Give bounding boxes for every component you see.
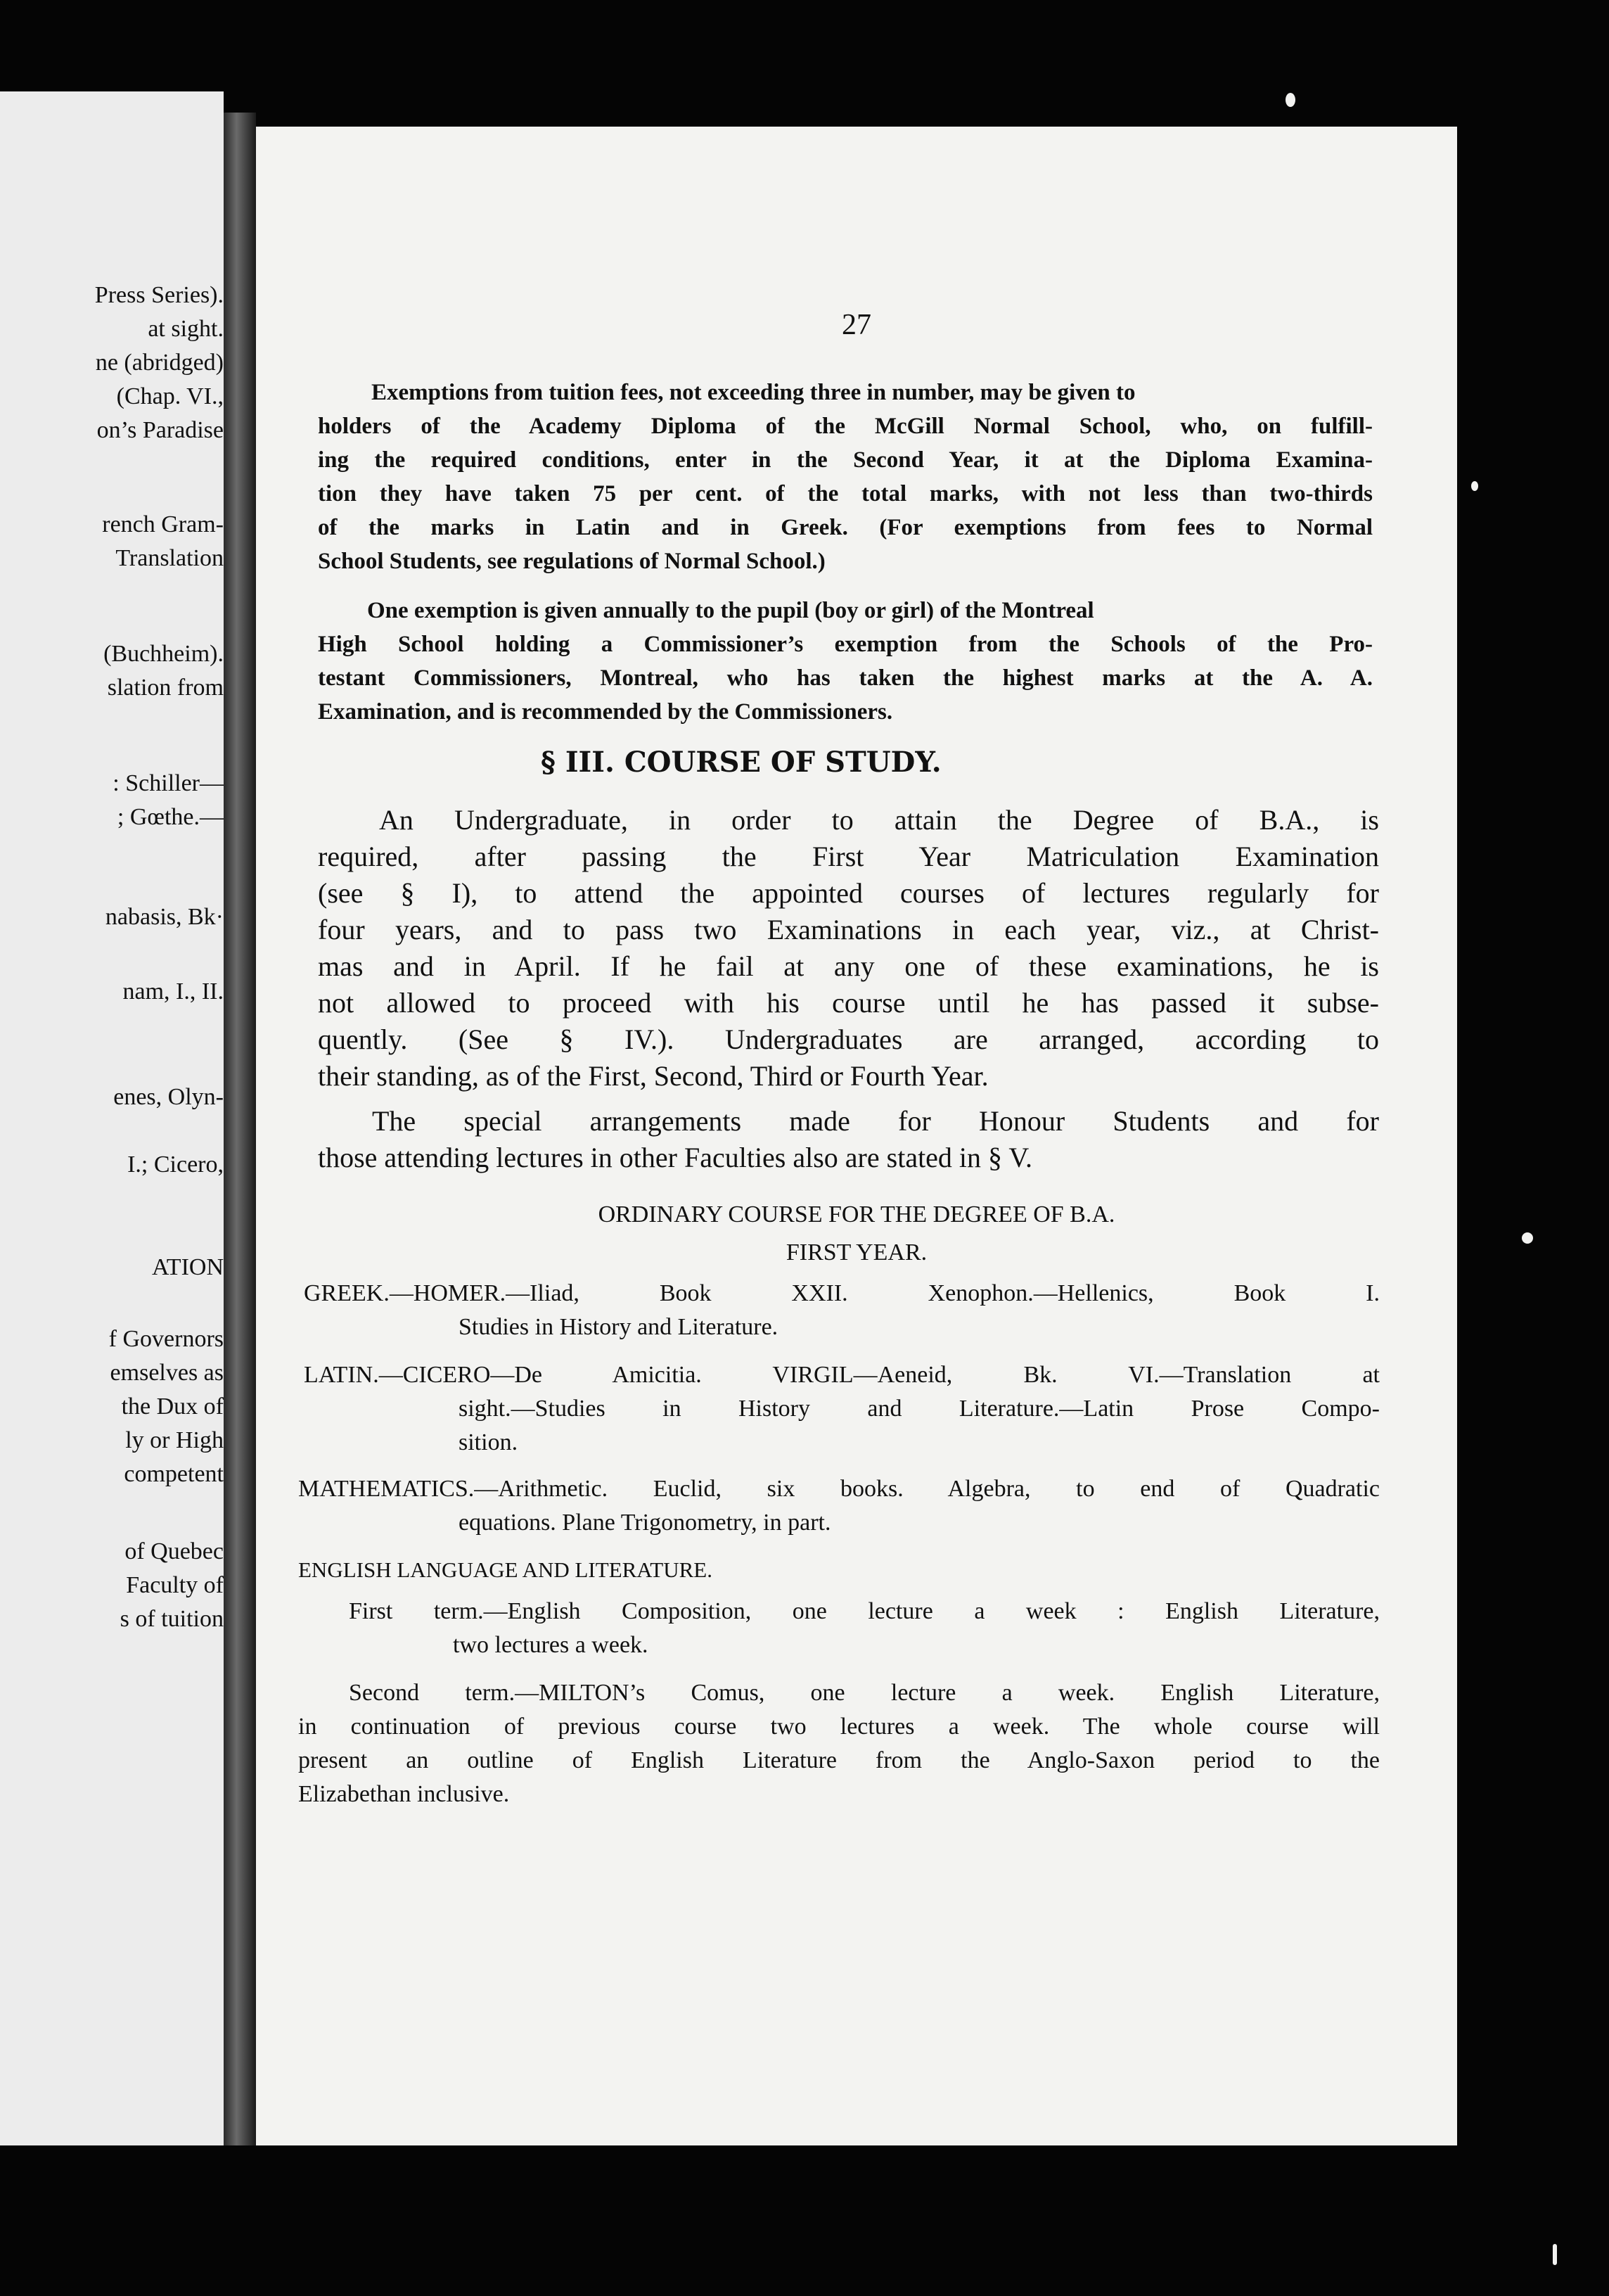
left-page-line: : Schiller— <box>113 770 224 796</box>
commissioner-line-3: testant Commissioners, Montreal, who has taken the highest marks at the A. A. <box>318 665 1373 691</box>
first-term-line-1: First term.—English Composition, one lecture a week : English Literature, <box>349 1598 1380 1624</box>
left-page-line: Translation <box>115 545 224 571</box>
left-page-line: ly or High <box>125 1427 224 1453</box>
greek-line-2: Studies in History and Literature. <box>459 1314 778 1340</box>
second-term-line-3: present an outline of English Literature from the Anglo-Saxon period to the <box>298 1747 1380 1773</box>
exemption-line-4: tion they have taken 75 per cent. of the total marks, with not less than two-thirds <box>318 481 1373 506</box>
first-year-heading: FIRST YEAR. <box>786 1239 928 1265</box>
left-page-line: ATION <box>152 1254 224 1280</box>
left-page-line: I.; Cicero, <box>127 1152 224 1178</box>
left-page-line: Press Series). <box>94 282 224 308</box>
special-line-2: those attending lectures in other Faculties also are stated in § V. <box>318 1142 1033 1173</box>
second-term-line-2: in continuation of previous course two lectures a week. The whole course will <box>298 1714 1380 1740</box>
page-number: 27 <box>842 309 871 341</box>
second-term-line-4: Elizabethan inclusive. <box>298 1781 510 1807</box>
exemption-line-3: ing the required conditions, enter in the Second Year, it at the Diploma Examina- <box>318 447 1373 473</box>
study-line-2: required, after passing the First Year Matriculation Examination <box>318 841 1379 872</box>
left-page-line: f Governors <box>108 1326 224 1352</box>
scan-speck <box>1286 93 1295 107</box>
left-page-line: slation from <box>107 675 224 701</box>
scan-speck <box>1522 1232 1533 1244</box>
english-heading: ENGLISH LANGUAGE AND LITERATURE. <box>298 1557 712 1582</box>
left-page-line: the Dux of <box>121 1393 224 1420</box>
scan-speck <box>1471 481 1478 491</box>
left-page-line: nam, I., II. <box>122 978 224 1005</box>
study-line-5: mas and in April. If he fail at any one of these examinations, he is <box>318 950 1379 982</box>
study-line-8: their standing, as of the First, Second, Third or Fourth Year. <box>318 1060 989 1092</box>
commissioner-line-2: High School holding a Commissioner’s exemption from the Schools of the Pro- <box>318 632 1373 657</box>
greek-line-1: GREEK.—HOMER.—Iliad, Book XXII. Xenophon.—Hellenics, Book I. <box>304 1280 1380 1306</box>
left-page-line: of Quebec <box>124 1538 224 1564</box>
mathematics-line-1: MATHEMATICS.—Arithmetic. Euclid, six books. Algebra, to end of Quadratic <box>298 1476 1380 1502</box>
exemption-line-2: holders of the Academy Diploma of the McGill Normal School, who, on fulfill- <box>318 414 1373 439</box>
mathematics-line-2: equations. Plane Trigonometry, in part. <box>459 1510 831 1536</box>
right-page <box>256 127 1457 2145</box>
left-page-fragment <box>0 91 224 2145</box>
left-page-line: (Buchheim). <box>103 641 224 667</box>
left-page-line: s of tuition <box>120 1606 224 1632</box>
study-line-4: four years, and to pass two Examinations in each year, viz., at Christ- <box>318 914 1379 945</box>
section-heading: § III. COURSE OF STUDY. <box>541 746 942 779</box>
latin-line-3: sition. <box>459 1429 518 1455</box>
study-line-6: not allowed to proceed with his course until he has passed it subse- <box>318 987 1379 1019</box>
ordinary-course-heading: ORDINARY COURSE FOR THE DEGREE OF B.A. <box>598 1201 1115 1227</box>
study-line-7: quently. (See § IV.). Undergraduates are arranged, according to <box>318 1023 1379 1055</box>
left-page-line: nabasis, Bk· <box>105 904 224 930</box>
left-page-line: emselves as <box>110 1360 224 1386</box>
commissioner-line-1: One exemption is given annually to the pupil (boy or girl) of the Montreal <box>367 598 1094 623</box>
exemption-line-6: School Students, see regulations of Normal School.) <box>318 549 826 574</box>
book-spine <box>224 113 256 2145</box>
latin-line-1: LATIN.—CICERO—De Amicitia. VIRGIL—Aeneid, Bk. VI.—Translation at <box>304 1362 1380 1388</box>
left-page-line: rench Gram- <box>102 511 224 537</box>
left-page-line: on’s Paradise <box>96 417 224 443</box>
left-page-line: (Chap. VI., <box>116 383 224 409</box>
special-line-1: The special arrangements made for Honour Students and for <box>372 1105 1379 1137</box>
study-line-1: An Undergraduate, in order to attain the Degree of B.A., is <box>379 804 1379 836</box>
left-page-line: Faculty of <box>126 1572 224 1598</box>
exemption-line-1: Exemptions from tuition fees, not exceeding three in number, may be given to <box>371 380 1136 405</box>
second-term-line-1: Second term.—MILTON’s Comus, one lecture a week. English Literature, <box>349 1680 1380 1706</box>
left-page-line: competent <box>124 1461 224 1487</box>
first-term-line-2: two lectures a week. <box>453 1632 648 1658</box>
left-page-line: at sight. <box>148 316 224 342</box>
study-line-3: (see § I), to attend the appointed courses of lectures regularly for <box>318 877 1379 909</box>
left-page-line: enes, Olyn- <box>113 1084 224 1110</box>
latin-line-2: sight.—Studies in History and Literature.—Latin Prose Compo- <box>459 1396 1380 1422</box>
left-page-line: ; Gœthe.— <box>117 804 224 830</box>
commissioner-line-4: Examination, and is recommended by the Commissioners. <box>318 699 893 725</box>
left-page-line: ne (abridged) <box>95 350 224 376</box>
scan-speck <box>1553 2244 1557 2265</box>
exemption-line-5: of the marks in Latin and in Greek. (For exemptions from fees to Normal <box>318 515 1373 540</box>
